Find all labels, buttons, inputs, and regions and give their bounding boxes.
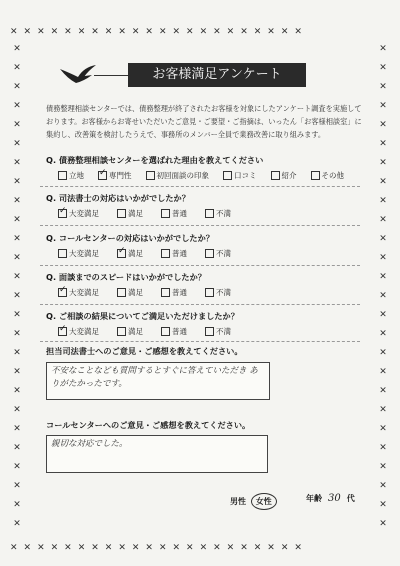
age-field [306, 493, 355, 504]
checkbox-checked[interactable] [58, 327, 67, 336]
checkbox[interactable] [271, 171, 280, 180]
checkbox[interactable] [117, 327, 126, 336]
divider [40, 341, 360, 342]
comment-box-1[interactable] [46, 362, 270, 400]
checkbox-checked[interactable] [117, 249, 126, 258]
option-checkbox[interactable]: 立地 [58, 170, 84, 181]
comment-box-2[interactable] [46, 435, 268, 473]
checkbox[interactable] [58, 249, 67, 258]
checkbox[interactable] [205, 249, 214, 258]
option-checkbox[interactable]: 普通 [161, 326, 187, 337]
comment-question-1: 担当司法書士へのご意見・ご感想を教えてください。 [46, 346, 243, 356]
border-cross-right: ✕ ✕ ✕ ✕ ✕ ✕ ✕ ✕ ✕ ✕ ✕ ✕ ✕ ✕ ✕ ✕ ✕ ✕ ✕ ✕ ✕ ✕ ✕ ✕ ✕ ✕ [379, 44, 387, 529]
border-cross-top: ✕✕✕✕✕✕✕✕✕✕✕✕✕✕✕✕✕✕✕✕✕✕ [10, 27, 308, 37]
option-checkbox[interactable]: 普通 [161, 248, 187, 259]
checkbox[interactable] [161, 209, 170, 218]
option-checkbox[interactable]: 大変満足 [58, 248, 99, 259]
option-checkbox[interactable]: 満足 [117, 208, 143, 219]
header-line [94, 75, 128, 76]
option-checkbox[interactable]: 普通 [161, 287, 187, 298]
divider [40, 225, 360, 226]
checkbox[interactable] [223, 171, 232, 180]
comment-question-2: コールセンターへのご意見・ご感想を教えてください。 [46, 420, 251, 430]
divider [40, 186, 360, 187]
checkbox[interactable] [117, 209, 126, 218]
gender-female-label-circled[interactable]: 女性 [251, 493, 277, 510]
age-label: 年齢 [306, 494, 322, 503]
checkbox[interactable] [161, 249, 170, 258]
question-3: Q. コールセンターの対応はいかがでしたか？ [46, 233, 214, 243]
checkbox[interactable] [117, 288, 126, 297]
option-checkbox[interactable]: 不満 [205, 248, 231, 259]
gender-field [230, 493, 277, 510]
option-checkbox[interactable]: ✓ 専門性 [98, 170, 132, 181]
handwritten-comment-2: 親切な対応でした。 [51, 439, 128, 449]
option-checkbox[interactable]: 初回面談の印象 [146, 170, 210, 181]
option-checkbox[interactable]: ✓ 大変満足 [58, 287, 99, 298]
question-4-options [58, 287, 231, 298]
checkbox[interactable] [161, 288, 170, 297]
checkbox[interactable] [205, 327, 214, 336]
border-cross-left: ✕ ✕ ✕ ✕ ✕ ✕ ✕ ✕ ✕ ✕ ✕ ✕ ✕ ✕ ✕ ✕ ✕ ✕ ✕ ✕ ✕ ✕ ✕ ✕ ✕ ✕ [13, 44, 21, 529]
handwritten-comment-1: 不安なことなども質問するとすぐに答えていただき ありがたかったです。 [51, 366, 258, 389]
option-checkbox[interactable]: その他 [311, 170, 345, 181]
divider [40, 304, 360, 305]
checkbox[interactable] [146, 171, 155, 180]
checkbox[interactable] [205, 288, 214, 297]
question-5-options [58, 326, 231, 337]
option-checkbox[interactable]: 不満 [205, 326, 231, 337]
option-checkbox[interactable]: 満足 [117, 326, 143, 337]
intro-text: 債務整理相談センターでは、債務整理が終了されたお客様を対象にしたアンケート調査を実施しております。お客様からお寄せいただいたご意見・ご要望・ご指摘は、いったん「お客様相談室」に集約し、改善策を検討したうえで、事務所のメンバー全員で業務改善に取り組みます。 [46, 104, 362, 139]
checkbox-checked[interactable] [98, 171, 107, 180]
checkbox[interactable] [311, 171, 320, 180]
option-checkbox[interactable]: 不満 [205, 287, 231, 298]
question-2: Q. 司法書士の対応はいかがでしたか？ [46, 193, 190, 203]
gender-male-label[interactable]: 男性 [230, 497, 246, 506]
checkbox[interactable] [205, 209, 214, 218]
option-checkbox[interactable]: 普通 [161, 208, 187, 219]
checkbox-checked[interactable] [58, 288, 67, 297]
question-5: Q. ご相談の結果についてご満足いただけましたか？ [46, 311, 239, 321]
checkbox[interactable] [161, 327, 170, 336]
age-suffix: 代 [346, 494, 355, 503]
checkbox[interactable] [58, 171, 67, 180]
age-value[interactable]: 30 [328, 493, 341, 504]
divider [40, 265, 360, 266]
option-checkbox[interactable]: 不満 [205, 208, 231, 219]
option-checkbox[interactable]: 満足 [117, 287, 143, 298]
question-1-options [58, 170, 344, 181]
option-checkbox[interactable]: 口コミ [223, 170, 257, 181]
border-cross-bottom: ✕✕✕✕✕✕✕✕✕✕✕✕✕✕✕✕✕✕✕✕✕✕ [10, 543, 308, 553]
survey-header [58, 63, 310, 89]
question-2-options [58, 208, 231, 219]
option-checkbox[interactable]: ✓ 大変満足 [58, 208, 99, 219]
question-1: Q. 債務整理相談センターを選ばれた理由を教えてください [46, 155, 264, 165]
checkbox-checked[interactable] [58, 209, 67, 218]
survey-title: お客様満足アンケート [128, 63, 306, 87]
option-checkbox[interactable]: ✓ 大変満足 [58, 326, 99, 337]
question-4: Q. 面談までのスピードはいかがでしたか？ [46, 272, 206, 282]
question-3-options [58, 248, 231, 259]
option-checkbox[interactable]: ✓ 満足 [117, 248, 143, 259]
option-checkbox[interactable]: 紹介 [271, 170, 297, 181]
